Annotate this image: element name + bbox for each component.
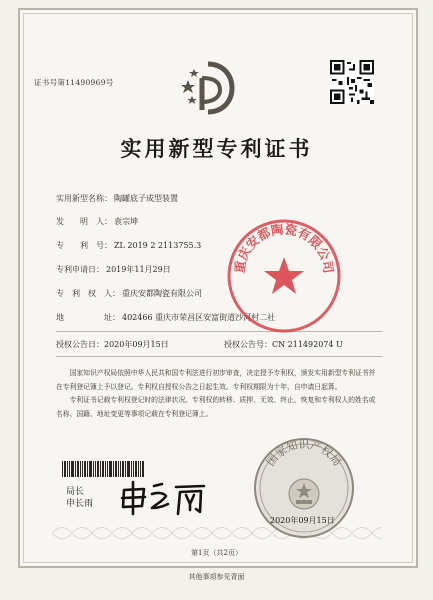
grant-date-value: 2020年09月15日 — [104, 340, 169, 349]
field-inventor — [56, 216, 138, 227]
grant-announce-date — [56, 339, 169, 350]
qr-code-icon — [330, 60, 374, 104]
field-label: 专利申请日： — [56, 265, 104, 274]
field-label: 发 明 人： — [56, 217, 112, 226]
field-label: 实用新型名称： — [56, 194, 112, 203]
field-value: 重庆安都陶瓷有限公司 — [122, 289, 202, 298]
page-number: 第1页（共2页） — [191, 549, 242, 557]
certificate-number: 证书号第11490969号 — [34, 78, 114, 87]
director-block — [66, 486, 93, 510]
field-label: 地 址： — [56, 313, 120, 322]
field-value: ZL 2019 2 2113755.3 — [114, 241, 202, 250]
company-seal-text: 重庆安都陶瓷有限公司 — [231, 221, 337, 275]
grant-announce-number — [224, 339, 343, 350]
divider — [56, 356, 382, 357]
field-value: 袁宗坤 — [114, 217, 138, 226]
certificate-body-text — [56, 367, 382, 421]
barcode-icon — [62, 461, 144, 477]
issue-date: 2020年09月15日 — [270, 516, 335, 525]
company-seal-icon — [225, 217, 343, 335]
grant-date-label: 授权公告日： — [56, 340, 104, 349]
footer-note: 其他事项参见背面 — [188, 573, 245, 581]
field-application-date — [56, 264, 171, 275]
grant-number-label: 授权公告号： — [224, 340, 272, 349]
field-label: 专 利 号： — [56, 241, 112, 250]
field-value: 402466 重庆市荣昌区安富街道沙河村二社 — [122, 313, 276, 322]
field-value: 2019年11月29日 — [106, 265, 171, 274]
field-patent-number — [56, 240, 201, 251]
grant-number-value: CN 211492074 U — [272, 340, 343, 349]
field-label: 专 利 权 人： — [56, 289, 120, 298]
body-paragraph: 专利证书记载专利权登记时的法律状况。专利权的转移、质押、无效、终止、恢复和专利权人的姓名或名称、国籍、地址变更等事项记载在专利登记簿上。 — [56, 396, 376, 418]
field-value: 陶罐底子成型装置 — [114, 194, 178, 203]
cnipa-logo-icon — [178, 58, 238, 118]
signature-icon — [118, 478, 208, 516]
field-patentee — [56, 288, 202, 299]
certificate-title: 实用新型专利证书 — [120, 136, 313, 161]
field-utility-model-name — [56, 193, 178, 204]
director-name: 申长雨 — [66, 499, 94, 509]
government-seal-text: 国家知识产权局 — [264, 438, 344, 469]
body-paragraph: 国家知识产权局依照中华人民共和国专利法进行初步审查，决定授予专利权，颁发实用新型专利证书并在专利登记簿上予以登记。专利权自授权公告之日起生效。专利权期限为十年，自申请日起算。 — [56, 369, 376, 391]
director-title: 局长 — [66, 487, 85, 497]
